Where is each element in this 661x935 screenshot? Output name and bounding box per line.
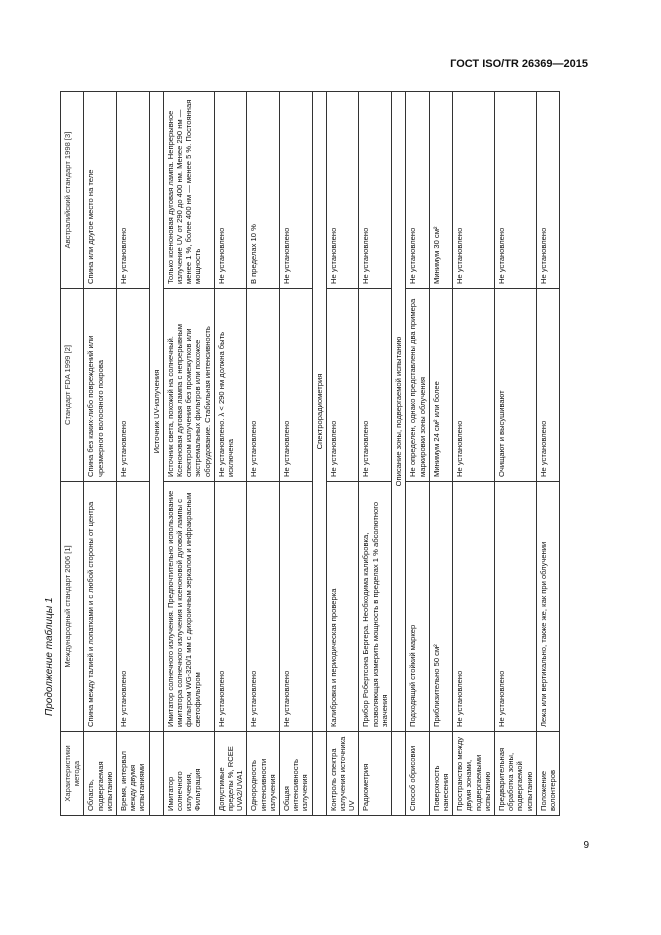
row-label: Общая интенсивность излучения [280, 732, 313, 816]
table-row [163, 92, 214, 816]
document-header: ГОСТ ISO/TR 26369—2015 [450, 58, 588, 70]
table-row [280, 92, 313, 816]
table-cell: Не установлено [117, 92, 150, 289]
table-cell: Калибровка и периодическая проверка [326, 482, 359, 732]
table-cell: Спина без каких-либо повреждений или чрезмерного волосяного покрова [84, 289, 117, 482]
table-cell: Не установлено [280, 482, 313, 732]
table-cell: Имитатор солнечного излучения. Предпочтительно использование имитатора солнечного излучения и ксеноновой дуговой лампы с фильтром WG-320/1 мм с дихроичным зеркалом и инфракрасным светофильтром [163, 482, 214, 732]
table-cell: Не установлено [453, 482, 495, 732]
table-cell: Не установлено [247, 482, 280, 732]
rotated-table-container [60, 92, 586, 816]
table-cell: Источник света, похожий на солнечный. Ксеноновая дуговая лампа с непрерывным спектром излучения без промежутков или экстремальных фильтров или похожее оборудование. Стабильная интенсивность [163, 289, 214, 482]
table-cell: Минимум 30 см² [429, 92, 452, 289]
row-label: Однородность интенсивности излучения [247, 732, 280, 816]
section-title: Источник UV-излучения [149, 92, 163, 732]
row-label: Допустимые пределы %, RCEE UVA2/UVA1 [214, 732, 247, 816]
table-cell: Не установлено [494, 92, 536, 289]
column-header: Стандарт FDA 1999 [2] [61, 289, 84, 482]
table-row [429, 92, 452, 816]
table-cell: Спина или другое место на теле [84, 92, 117, 289]
table-cell: Не установлено [214, 92, 247, 289]
row-label: Положение волонтеров [536, 732, 559, 816]
table-cell: Не установлено [117, 289, 150, 482]
table-row [326, 92, 359, 816]
table-caption: Продолжение таблицы 1 [44, 597, 55, 716]
table-row [406, 92, 429, 816]
table-cell: Не установлено [280, 92, 313, 289]
table-row [359, 92, 392, 816]
table-cell: Не установлено [406, 92, 429, 289]
row-label: Область, подвергаемая испытанию [84, 732, 117, 816]
column-header: Характеристики метода [61, 732, 84, 816]
table-cell: Не установлено [117, 482, 150, 732]
table-cell: Не установлено [536, 92, 559, 289]
section-spacer [149, 732, 163, 816]
table-cell: Не установлено [453, 289, 495, 482]
section-title: Спектрорадиометрия [312, 92, 326, 732]
table-row [453, 92, 495, 816]
table-row [84, 92, 117, 816]
table-cell: Прибор Робертсона Бергера. Необходима калибровка, позволяющая измерить мощность в пределах 1 % абсолютного значения [359, 482, 392, 732]
table-row [214, 92, 247, 816]
row-label: Время, интервал между двумя испытаниями [117, 732, 150, 816]
table-cell: Минимум 24 см² или более [429, 289, 452, 482]
table-cell: Не установлено [536, 289, 559, 482]
row-label: Радиометрия [359, 732, 392, 816]
section-row [312, 92, 326, 816]
row-label: Имитатор солнечного излучения, Фильтрация [163, 732, 214, 816]
table-cell: Не установлено [359, 92, 392, 289]
comparison-table [60, 91, 560, 816]
section-spacer [392, 732, 406, 816]
section-title: Описание зоны, подвергаемой испытанию [392, 92, 406, 732]
row-label: Способ обрисовки [406, 732, 429, 816]
table-cell: Не установлено [326, 92, 359, 289]
section-spacer [312, 732, 326, 816]
row-label: Контроль спектра излучения источника UV [326, 732, 359, 816]
table-cell: Не установлено [494, 482, 536, 732]
table-cell: Спина между талией и лопатками и с любой стороны от центра [84, 482, 117, 732]
table-cell: Приблизительно 50 см² [429, 482, 452, 732]
row-label: Поверхность нанесения [429, 732, 452, 816]
page-number: 9 [583, 840, 589, 851]
section-row [392, 92, 406, 816]
table-cell: В пределах 10 % [247, 92, 280, 289]
table-cell: Не установлено [280, 289, 313, 482]
table-row [494, 92, 536, 816]
row-label: Предварительная обработка зоны, подвергаемой испытанию [494, 732, 536, 816]
table-cell: Не установлено [326, 289, 359, 482]
table-cell: Очищают и высушивают [494, 289, 536, 482]
table-cell: Только ксеноновая дуговая лампа. Непрерывное излучение UV от 290 до 400 нм. Менее 290 нм — менее 1 %, более 400 нм — менее 5 %. Постоянная мощность [163, 92, 214, 289]
table-cell: Не установлено [453, 92, 495, 289]
table-cell: Не установлено [359, 289, 392, 482]
table-header-row [61, 92, 84, 816]
column-header: Международный стандарт 2006 [1] [61, 482, 84, 732]
table-row [117, 92, 150, 816]
table-cell: Подходящий стойкий маркер [406, 482, 429, 732]
table-cell: Не определен, однако представлены два примера маркировки зоны облучения [406, 289, 429, 482]
table-cell: Лежа или вертикально, также же, как при облучении [536, 482, 559, 732]
table-cell: Не установлено. λ < 290 нм должна быть исключена [214, 289, 247, 482]
table-row [247, 92, 280, 816]
table-cell: Не установлено [214, 482, 247, 732]
table-row [536, 92, 559, 816]
section-row [149, 92, 163, 816]
column-header: Австралийский стандарт 1998 [3] [61, 92, 84, 289]
table-cell: Не установлено [247, 289, 280, 482]
row-label: Пространство между двумя зонами, подвергаемыми испытанию [453, 732, 495, 816]
